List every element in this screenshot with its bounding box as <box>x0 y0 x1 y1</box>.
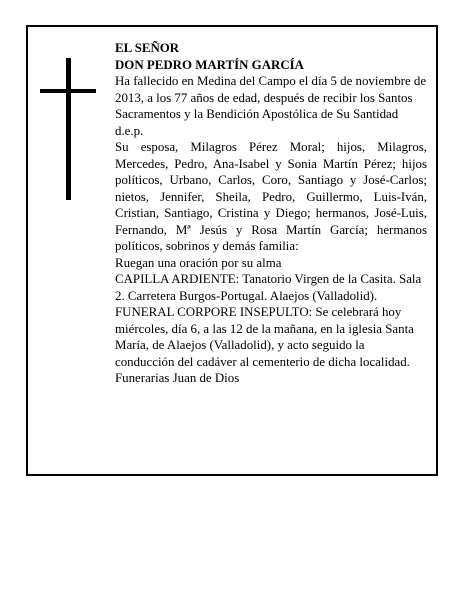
death-announcement: Ha fallecido en Medina del Campo el día 5 de noviembre de 2013, a los 77 años de edad, después de recibir los Santos Sacramentos y la Bendición Apostólica de Su Santidad <box>115 74 427 121</box>
cross-vertical-bar <box>66 58 71 200</box>
family-list: Su esposa, Milagros Pérez Moral; hijos, Milagros, Mercedes, Pedro, Ana-Isabel y Sonia Martín Pérez; hijos políticos, Urbano, Carlos, Coro, Santiago y José-Carlos; nietos, Jennifer, Sheila, Pedro, Guillermo, Luis-Iván, Cristian, Santiago, Cristina y Diego; hermanos, José-Luis, Fernando, Mª Jesús y Rosa Martín García; hermanos políticos, sobrinos y demás familia: <box>115 140 427 253</box>
honorific: EL SEÑOR <box>115 41 180 55</box>
obituary-notice <box>26 25 438 476</box>
prayer-request: Ruegan una oración por su alma <box>115 255 282 270</box>
cross-horizontal-bar <box>40 89 96 93</box>
rest-in-peace: d.e.p. <box>115 123 144 138</box>
funeral-info: FUNERAL CORPORE INSEPULTO: Se celebrará hoy miércoles, día 6, a las 12 de la mañana, en la iglesia Santa María, de Alaejos (Valladolid), y acto seguido la conducción del cadáver al cementerio de dicha localidad. <box>115 305 414 369</box>
obituary-text <box>115 40 427 387</box>
funeral-home: Funerarias Juan de Dios <box>115 371 240 385</box>
chapel-info: CAPILLA ARDIENTE: Tanatorio Virgen de la Casita. Sala 2. Carretera Burgos-Portugal. Alaejos (Valladolid). <box>115 272 422 303</box>
deceased-name: DON PEDRO MARTÍN GARCÍA <box>115 57 304 72</box>
cross-icon <box>40 58 96 200</box>
